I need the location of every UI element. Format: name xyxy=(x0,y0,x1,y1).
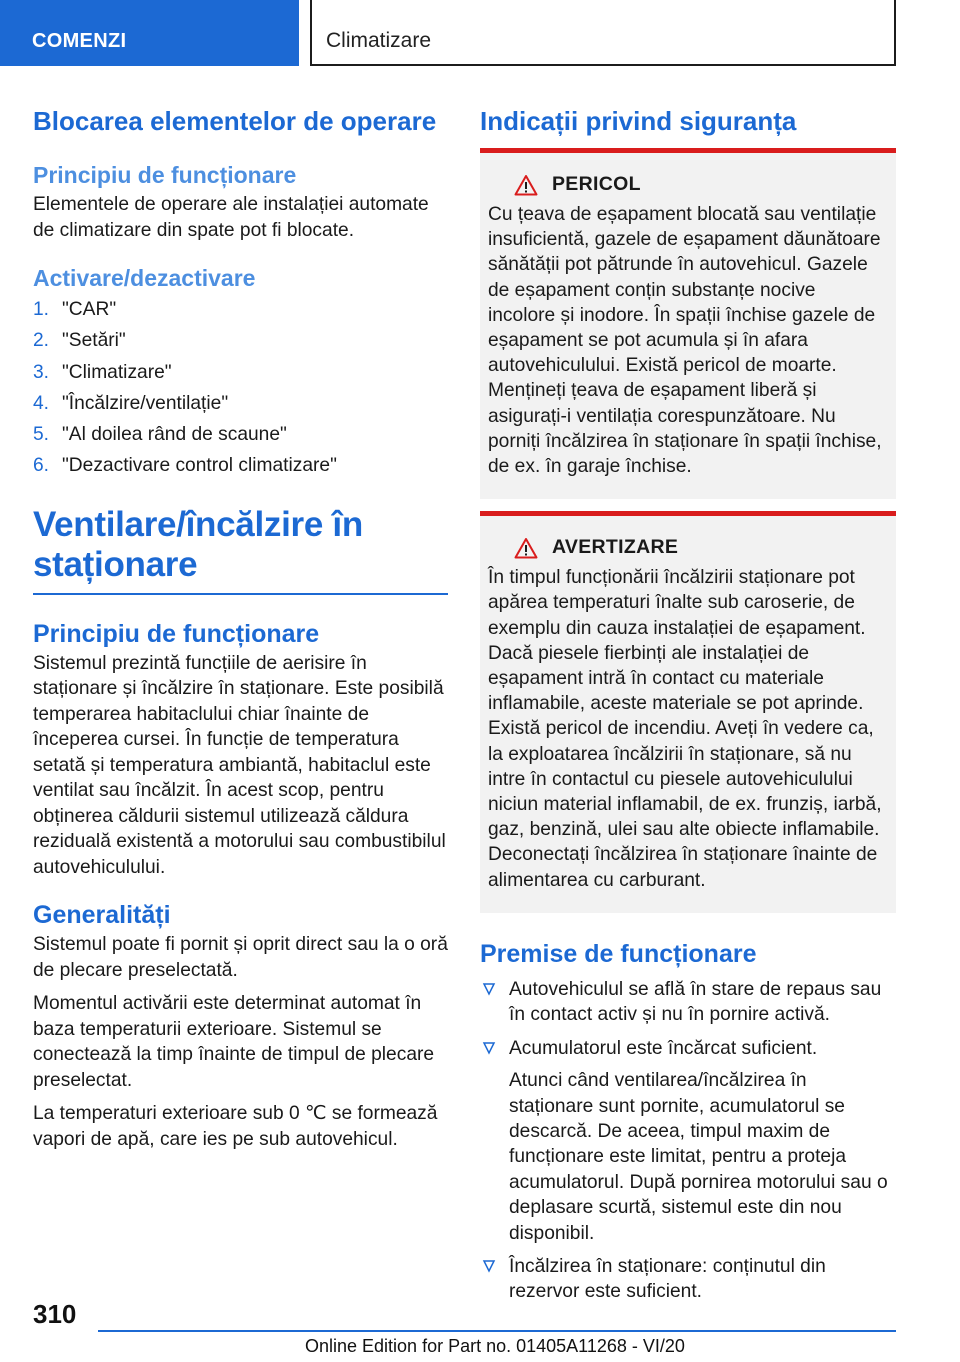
steps-list xyxy=(33,297,448,479)
left-column xyxy=(33,100,448,1152)
list-item: Încălzirea în staționare: conținutul din rezervor este suficient. xyxy=(480,1254,896,1305)
list-item: Acumulatorul este încărcat suficient. Atunci când ventilarea/încălzirea în staționare sunt pornite, acumulatorul se descarcă. De aceea, timpul maxim de funcționare este limitat, pentru a proteja acumulatorul. După pornirea motorului sau o deplasare scurtă, sistemul este din nou disponibil. xyxy=(480,1036,896,1246)
warning-text: În timpul funcționării încălzirii staționare pot apărea temperaturi înalte sub caroserie, de exemplu din cauza instalației de eșapament. Dacă piesele fierbinți ale instalației de eșapament intră în contact cu materiale inflamabile, aceste materiale se pot aprinde. Există pericol de incendiu. Aveți în vedere ca, la exploatarea încălzirii în staționare, să nu intre în contactul cu piesele autovehiculului niciun material inflamabil, de ex. frunziș, iarbă, gaz, benzină, ulei sau alte obiecte inflamabile. Deconectați încălzirea în staționare înainte de alimentarea cu carburant. xyxy=(488,567,882,891)
prereq-list xyxy=(480,977,896,1305)
triangle-bullet-icon xyxy=(482,1259,496,1273)
lock-principle-text: Elementele de operare ale instalației automate de climatizare din spate pot fi blocate. xyxy=(33,194,429,241)
chapter-tab xyxy=(310,0,896,66)
list-item: Autovehiculul se află în stare de repaus sau în contact activ și nu în pornire activă. xyxy=(480,977,896,1028)
triangle-bullet-icon xyxy=(482,1041,496,1055)
lock-principle-heading: Principiu de funcționare xyxy=(33,162,297,188)
footer-divider xyxy=(98,1330,896,1332)
list-item: 2. "Setări" xyxy=(33,330,126,352)
warning-triangle-icon xyxy=(514,174,538,196)
page-header xyxy=(0,0,960,66)
list-item: 3. "Climatizare" xyxy=(33,361,172,383)
general-heading: Generalități xyxy=(33,901,171,930)
warning-triangle-icon xyxy=(514,537,538,559)
danger-box xyxy=(480,148,896,499)
lock-title: Blocarea elementelor de operare xyxy=(33,106,437,136)
general-p3: La temperaturi exterioare sub 0 ℃ se formează vapori de apă, care ies pe sub autovehicul. xyxy=(33,1103,438,1150)
general-p1: Sistemul poate fi pornit și oprit direct sau la o oră de plecare preselectată. xyxy=(33,934,448,981)
page-number: 310 xyxy=(33,1299,77,1329)
vent-principle-heading: Principiu de funcționare xyxy=(33,619,320,648)
general-p2: Momentul activării este determinat automat în baza temperaturii exterioare. Sistemul se conectează la timp înainte de timpul de plecare preselectat. xyxy=(33,993,435,1091)
safety-title: Indicații privind siguranța xyxy=(480,106,797,136)
list-item: 6. "Dezactivare control climatizare" xyxy=(33,455,337,477)
activation-heading: Activare/dezactivare xyxy=(33,265,256,291)
edition-label: Online Edition for Part no. 01405A11268 - VI/20 xyxy=(305,1336,685,1356)
title-divider xyxy=(33,593,448,595)
chapter-label: Climatizare xyxy=(326,29,432,52)
right-column xyxy=(480,100,896,1313)
list-item: 5. "Al doilea rând de scaune" xyxy=(33,424,287,446)
warning-box xyxy=(480,511,896,913)
prereq-heading: Premise de funcționare xyxy=(480,939,757,968)
section-label: COMENZI xyxy=(32,30,127,52)
section-tab xyxy=(0,0,299,66)
vent-principle-text: Sistemul prezintă funcțiile de aerisire în staționare și încălzire în staționare. Este posibilă temperarea habitaclului chiar înainte de începerea cursei. În funcție de temperatura setată și temperatura ambiantă, habitaclul este ventilat sau încălzit. În acest scop, pentru obținerea căldurii sistemul utilizează căldura reziduală existentă a motorului sau combustibilul autovehiculului. xyxy=(33,652,446,878)
triangle-bullet-icon xyxy=(482,982,496,996)
danger-title: PERICOL xyxy=(552,173,641,195)
prereq-note: Atunci când ventilarea/încălzirea în staționare sunt pornite, acumulatorul se descarcă. De aceea, timpul maxim de funcționare este limitat, pentru a proteja acumulatorul. După pornirea motorului sau o deplasare scurtă, sistemul este din nou disponibil. xyxy=(509,1070,888,1244)
warning-title: AVERTIZARE xyxy=(552,536,679,559)
vent-title: Ventilare/încălzire în staționare xyxy=(33,504,363,584)
list-item: 4. "Încălzire/ventilație" xyxy=(33,392,229,414)
list-item: 1. "CAR" xyxy=(33,299,117,320)
danger-text: Cu țeava de eșapament blocată sau ventilație insuficientă, gazele de eșapament dăunătoare sănătății pot pătrunde în autovehicul. Gazele de eșapament conțin substanțe nocive incolore și inodore. În spații închise gazele de eșapament se pot acumula și în afara autovehiculului. Există pericol de moarte. Mențineți țeava de eșapament liberă și asigurați-i ventilația corespunzătoare. Nu porniți încălzirea în staționare în spații închise, de ex. în garaje închise. xyxy=(488,204,882,478)
